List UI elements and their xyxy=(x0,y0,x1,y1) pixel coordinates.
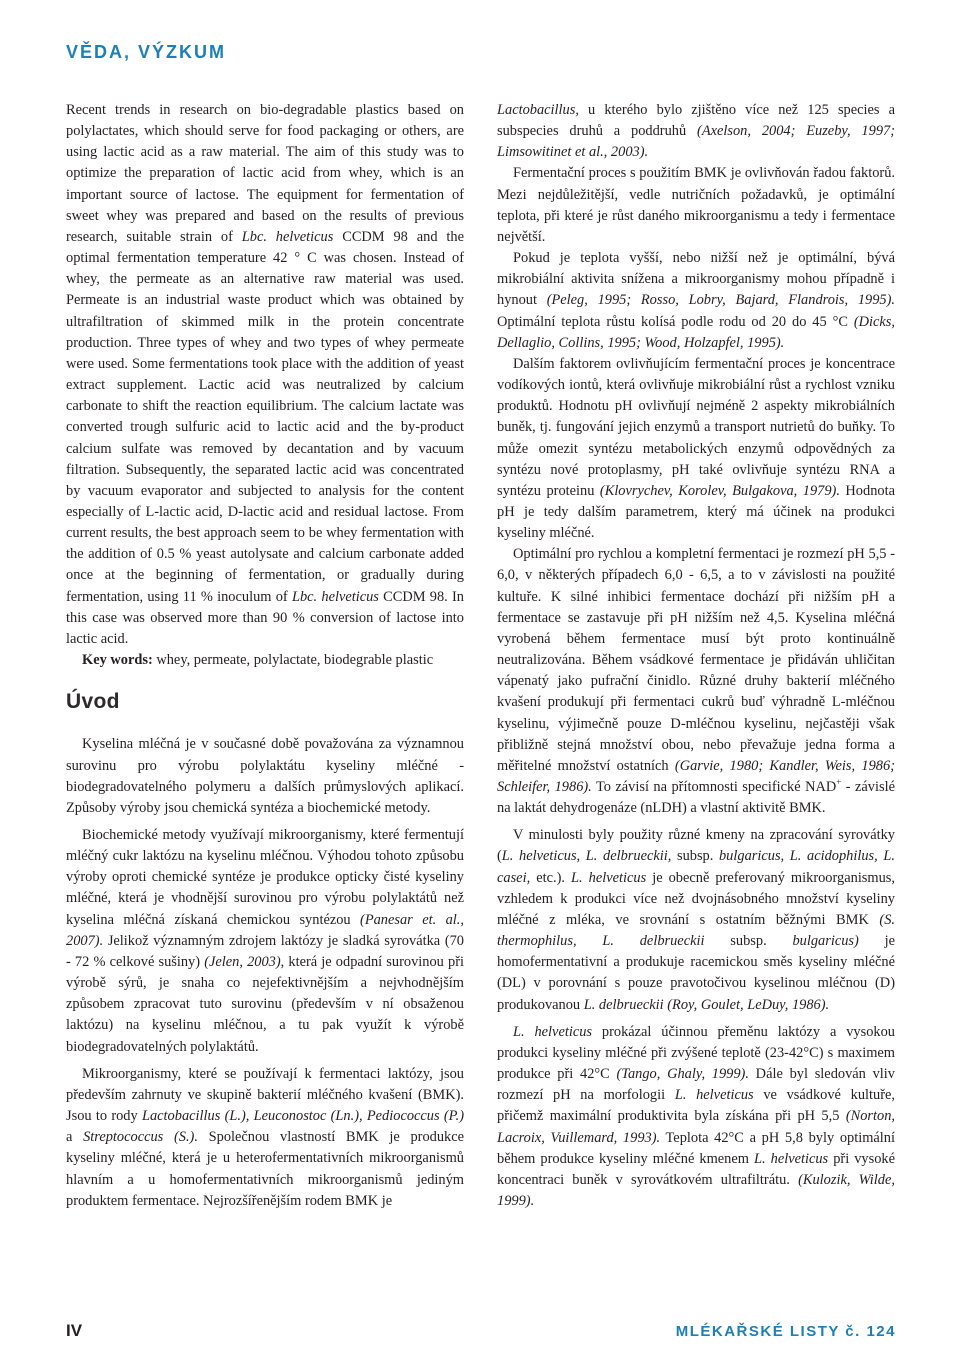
page-number: IV xyxy=(66,1321,83,1340)
journal-name: MLÉKAŘSKÉ LISTY č. 124 xyxy=(675,1323,896,1340)
section-heading: VĚDA, VÝZKUM xyxy=(66,42,227,62)
uvod-heading: Úvod xyxy=(66,690,120,714)
left-column xyxy=(66,100,464,1212)
body-paragraph: Fermentační proces s použitím BMK je ovlivňován řadou faktorů. Mezi nejdůležitější, vedle nutričních požadavků, je optimální teplota, při které je růst daného mikroorganismu a tedy i fermentace největší. xyxy=(497,165,895,245)
body-paragraph: Mikroorganismy, které se používají k fermentaci laktózy, jsou především zahrnuty ve skupině bakterií mléčného kvašení (BMK). Jsou to rody Lactobacillus (L.), Leuconostoc (Ln.), Pediococcus (P.) a Streptococcus (S.). Společnou vlastností BMK je produkce kyseliny mléčné, která je u heterofermentativních mikroorganismů hlavním a u homofermentativních mikroorganismů jediným produktem fermentace. Nejrozšířenějším rodem BMK je xyxy=(66,1065,464,1209)
keywords-label: Key words: xyxy=(82,652,153,669)
body-paragraph: Biochemické metody využívají mikroorganismy, které fermentují mléčný cukr laktózu na kyselinu mléčnou. Výhodou tohoto způsobu výroby oproti chemické syntéze je produkce opticky čisté kyseliny mléčné, která je vhodnější surovinou pro výrobu polylaktátů než kyselina mléčná získaná chemickou syntézou (Panesar et. al., 2007). Jelikož významným zdrojem laktózy je sladká syrovátka (70 - 72 % celkové sušiny) (Jelen, 2003), která je odpadní surovinou při výrobě sýrů, je snaha co nejefektivnějším a nejvhodnějším způsobem zpracovat tuto surovinu (především v ní obsaženou laktózu) na kyselinu mléčnou, a tu pak využít k výrobě biodegradovatelných polylaktátů. xyxy=(66,827,464,1055)
body-paragraph: L. helveticus prokázal účinnou přeměnu laktózy a vysokou produkci kyseliny mléčné při zvýšené teplotě (23-42°C) s maximem produkce při 42°C (Tango, Ghaly, 1999). Dále byl sledován vliv rozmezí pH na morfologii L. helveticus ve vsádkové kultuře, přičemž maximální produktivita byla získána při pH 5,5 (Norton, Lacroix, Vuillemard, 1993). Teplota 42°C a pH 5,8 byly optimální během produkce kyseliny mléčné kmenem L. helveticus při vysoké koncentraci buněk v syrovátkovém ultrafiltrátu. (Kulozik, Wilde, 1999). xyxy=(497,1023,896,1209)
right-column xyxy=(497,100,895,1212)
body-paragraph: Pokud je teplota vyšší, nebo nižší než je optimální, bývá mikrobiální aktivita snížena a mikroorganismy mohou případně i hynout (Peleg, 1995; Rosso, Lobry, Bajard, Flandrois, 1995). Optimální teplota růstu kolísá podle rodu od 20 do 45 °C (Dicks, Dellaglio, Collins, 1995; Wood, Holzapfel, 1995). xyxy=(497,250,895,351)
body-paragraph: Kyselina mléčná je v současné době považována za významnou surovinu pro výrobu polylaktátu kyseliny mléčné - biodegradovatelného polymeru a dalších průmyslových aplikací. Způsoby výroby jsou chemická syntéza a biochemické metody. xyxy=(66,736,464,816)
keywords: Key words: whey, permeate, polylactate, biodegrable plastic xyxy=(82,652,434,669)
body-paragraph: Lactobacillus, u kterého bylo zjištěno více než 125 species a subspecies druhů a poddruhů (Axelson, 2004; Euzeby, 1997; Limsowitinet et al., 2003). xyxy=(497,102,895,161)
body-paragraph: V minulosti byly použity různé kmeny na zpracování syrovátky (L. helveticus, L. delbrueckii, subsp. bulgaricus, L. acidophilus, L. casei, etc.). L. helveticus je obecně preferovaný mikroorganismus, vzhledem k produkci více než dvojnásobného množství kyseliny mléčné z mléka, ve srovnání s ostatním běžnými BMK (S. thermophilus, L. delbrueckii subsp. bulgaricus) je homofermentativní a produkuje racemickou směs kyseliny mléčné (DL) v porovnání s pouze pravotočivou kyselinou mléčnou (D) produkovanou L. delbrueckii (Roy, Goulet, LeDuy, 1986). xyxy=(497,827,896,1013)
body-paragraph: Optimální pro rychlou a kompletní fermentaci je rozmezí pH 5,5 - 6,0, v některých případech 6,0 - 6,5, a to v závislosti na použité kultuře. K silné inhibici fermentace dochází při nižším pH a fermentace se zastavuje při pH nižším než 4,5. Kyselina mléčná vyrobená během fermentace musí být proto kontinuálně neutralizována. Během vsádkové fermentace je přidáván uhličitan vápenatý jako pufrační činidlo. Různé druhy bakterií mléčného kvašení produkují při fermentaci cukrů buď výhradně L-mléčnou kyselinu, výjimečně pouze D-mléčnou kyselinu, nejčastěji však přibližně stejná množství obou, nebo převažuje jedna forma a měřitelné množství ostatních (Garvie, 1980; Kandler, Weis, 1986; Schleifer, 1986). To závisí na přítomnosti specifické NAD+ - závislé na laktát dehydrogenáze (nLDH) a vlastní aktivitě BMK. xyxy=(497,546,895,817)
body-paragraph: Dalším faktorem ovlivňujícím fermentační proces je koncentrace vodíkových iontů, která ovlivňuje mikrobiální růst a rychlost vzniku produktů. Hodnotu pH ovlivňují nejméně 2 aspekty mikrobiálních buněk, tj. fungování jejich enzymů a transport nutrietů do buňky. To může omezit syntézu metabolických enzymů odpovědných za syntézu nové protoplasmy, pH také ovlivňuje syntézu RNA a syntézu proteinu (Klovrychev, Korolev, Bulgakova, 1979). Hodnota pH je tedy dalším parametrem, který má účinek na produkci kyseliny mléčné. xyxy=(497,355,895,542)
abstract-paragraph: Recent trends in research on bio-degradable plastics based on polylactates, which should serve for food packaging or others, are using lactic acid as a raw material. The aim of this study was to optimize the preparation of lactic acid from whey, which is an important source of lactose. The equipment for fermentation of sweet whey was prepared and based on the results of previous research, suitable strain of Lbc. helveticus CCDM 98 and the optimal fermentation temperature 42 ° C was chosen. Instead of whey, the permeate as an alternative raw material was used. Permeate is an industrial waste product which was obtained by ultrafiltration of skimmed milk in the protein concentrate production. Three types of whey and two types of whey permeate were used. Some fermentations took place with the addition of yeast extract supplement. Lactic acid was neutralized by calcium carbonate to shift the reaction equilibrium. The calcium lactate was converted trough sulfuric acid to lactic acid and the by-product calcium sulfate was removed by decantation and by vacuum filtration. Subsequently, the separated lactic acid was concentrated by vacuum evaporator and subjected to analysis for the content especially of L-lactic acid, D-lactic acid and residual lactose. From current results, the best approach seem to be whey fermentation with the addition of 0.5 % yeast autolysate and calcium carbonate added once at the beginning of fermentation, or gradually during fermentation, using 11 % inoculum of Lbc. helveticus CCDM 98. In this case was observed more than 90 % conversion of lactose into lactic acid. xyxy=(66,102,465,647)
